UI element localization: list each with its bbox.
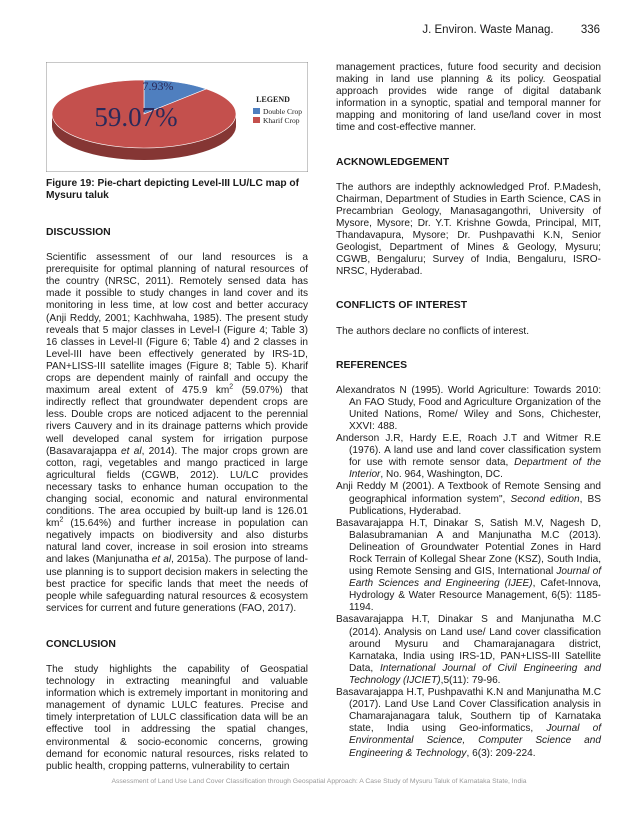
reference-item: Alexandratos N (1995). World Agriculture: Towards 2010: An FAO Study, Food and Agriculture Organization of the United Nations, Rome/ Wiley and Sons, Chichester, XXVI: 488. [336,384,601,432]
left-column [46,62,308,773]
pie-chart-figure [46,62,308,172]
page-number: 336 [580,24,600,36]
reference-item: Basavarajappa H.T, Dinakar S and Manjunatha M.C (2014). Analysis on Land use/ Land cover classification around Mysuru and Chamarajanagara district, Karnataka, India using IRS-1D, PAN+LISS-III Satellite Data, International Journal of Civil Engineering and Technology (IJCIET),5(11): 79-96. [336,614,601,686]
pie-data-label: 7.93% [142,79,174,93]
reference-item: Basavarajappa H.T, Dinakar S, Satish M.V, Nagesh D, Balasubramanian A and Manjunatha M.C (2013). Delineation of Groundwater Potential Zones in Hard Rock Terrain of Kollegal Shear Zone (KSZ), South India, using Remote Sensing and GIS, International Journal of Earth Sciences and Engineering (IJEE), Cafet-Innova, Hydrology & Water Resource Management, 6(5): 1185-1194. [336,517,601,614]
discussion-paragraph: Scientific assessment of our land resources is a prerequisite for optimal planning of natural resources of the country (NRSC, 2011). Remotely sensed data has made it possible to study changes in land cover and its monitoring in less time, at low cost and better accuracy (Anji Reddy, 2001; Kachhwaha, 1985). The present study reveals that 5 major classes in Level-I (Figure 4; Table 3) 16 classes in Level-II (Figure 6; Table 4) and 2 classes in Level-III have been effectively generated by IRS-1D, PAN+LISS-III satellite images (Figure 8; Table 5). Kharif crops are dependent mainly of rainfall and occupy the maximum areal extent of 475.9 $km^2$ (59.07%) that indirectly reflect that groundwater dependent crops are less. Double crops are noticed adjacent to the perennial rivers Cauvery and in its drainage patterns which provide well developed canal system for irrigation purpose (Basavarajappa et al, 2014). The major crops grown are cotton, ragi, vegetables and mango practiced in large agricultural fields (CGWB, 2012). LU/LC provides necessary tasks to enhance human occupation to the changing social, economic and natural environmental conditions. The area occupied by built-up land is 126.01 $km^2$ (15.64%) and further increase in population can negatively impacts on biodiversity and also disturbs natural land cover, increase in soil erosion into streams and lakes (Manjunatha et al, 2015a). The purpose of land-use planning is to support decision makers in selecting the best practice for specific lands that meet the needs of people while safeguarding natural resources & ecosystem services for current and future generations (FAO, 2017). [46,252,308,614]
conclusion-paragraph: The study highlights the capability of Geospatial technology in extracting meaningful and valuable information which is extremely important in monitoring and management of dynamic LULC features. Precise and timely interpretation of LULC classification data will be an effective tool in addressing the spatial changes, environmental & socio-economic concerns, growing demand for economic natural resources, risks related to public health, cropping patterns, vulnerability to certain [46,664,308,772]
legend-swatch [253,108,260,114]
conflicts-heading: CONFLICTS OF INTEREST [336,300,468,312]
reference-list [336,385,601,760]
conflicts-paragraph: The authors declare no conflicts of interest. [336,325,530,337]
journal-name: J. Environ. Waste Manag. [422,24,554,36]
figure-caption: Figure 19: Pie-chart depicting Level-III LU/LC map of Mysuru taluk [46,178,300,201]
discussion-heading: DISCUSSION [46,227,111,238]
legend-entry: Kharif Crop [263,116,300,125]
right-column [336,62,601,760]
acknowledgement-paragraph: The authors are indepthly acknowledged Prof. P.Madesh, Chairman, Department of Studies in Earth Science, CAS in Precambrian Geology, Manasagangothri, University of Mysore, Mysore; Dr. Y.T. Krishne Gowda, Principal, MIT, Thandavapura, Mysore; Dr. Pushpavathi K.N, Senior Geologist, Department of Mines & Geology, Mysuru; CGWB, Bengaluru; Survey of India, Bengaluru, ISRO-NRSC, Hyderabad. [336,181,601,278]
legend-title: LEGEND [256,95,290,104]
legend-entry: Double Crop [263,107,302,116]
page-footer: Assessment of Land Use Land Cover Classification through Geospatial Approach: A Case Study of Mysuru Taluk of Karnataka State, India [111,778,527,785]
reference-item: Anji Reddy M (2001). A Textbook of Remote Sensing and geographical information system", Second edition, BS Publications, Hyderabad. [336,481,601,517]
reference-item: Anderson J.R, Hardy E.E, Roach J.T and Witmer R.E (1976). A land use and land cover classification system for use with remote sensor data, Department of the Interior, No. 964, Washington, DC. [336,433,602,481]
acknowledgement-heading: ACKNOWLEDGEMENT [336,156,450,168]
reference-item: Basavarajappa H.T, Pushpavathi K.N and Manjunatha M.C (2017). Land Use Land Cover Classification analysis in Chamarajanagara taluk, Southern tip of Karnataka state, India using Geo-informatics, Journal of Environmental Science, Computer Science and Engineering & Technology, 6(3): 209-224. [336,687,601,759]
references-heading: REFERENCES [336,359,408,371]
legend-swatch [253,117,260,123]
running-header [398,24,600,36]
pie-group [52,79,236,160]
conclusion-heading: CONCLUSION [46,638,116,650]
pie-data-label: 59.07% [94,102,178,132]
conclusion-continued: management practices, future food security and decision making in land use planning & its policy. Geospatial approach provides wide range of digital databank information in a synoptic, spatial and temporal manner for mapping and monitoring of land use/land cover in most time and cost-effective manner. [336,62,601,134]
pie-chart [46,62,308,172]
